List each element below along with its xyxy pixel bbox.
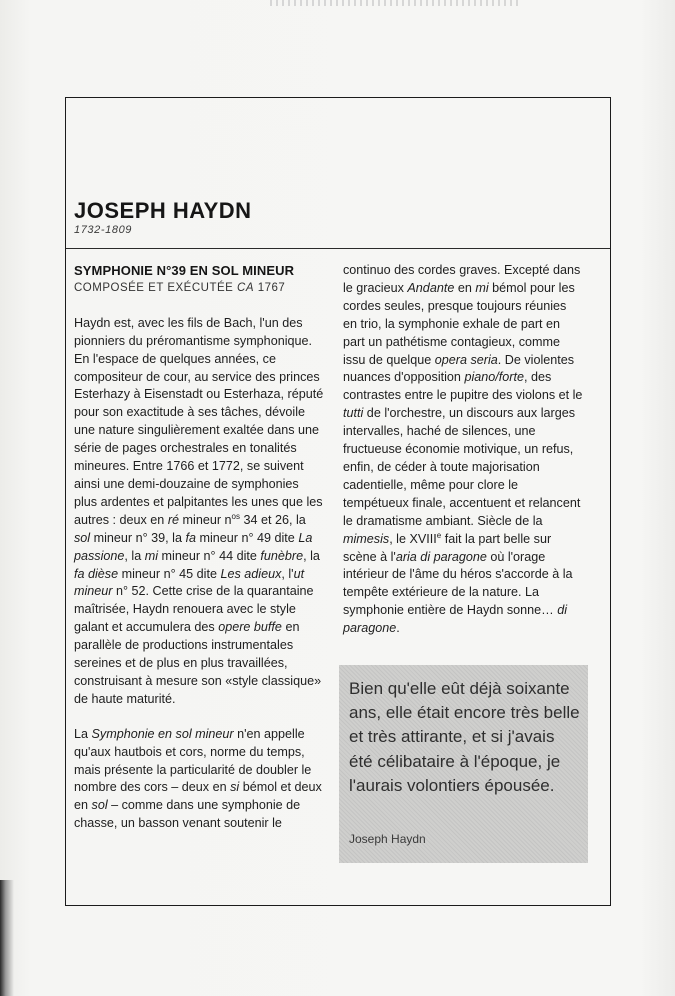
- para2-run: e: [436, 530, 442, 540]
- para1-run: Haydn est, avec les fils de Bach, l'un des pionniers du préromantisme symphonique. En l'espace de quelques années, ce compositeur de cour, au service des princes Esterhazy à Eisenstadt ou Esterhaza, réputé pour son exactitude à ses tâches, dévoile une nature singulièrement exaltée dans une série de pages orchestrales en tonalités mineures. Entre 1766 et 1772, se suivent ainsi une demi-douzaine de symphonies plus ardentes et palpitantes les unes que les autres : deux en: [74, 315, 324, 527]
- para1-run: , la: [303, 548, 320, 563]
- paragraph-symphony: [74, 726, 324, 833]
- para1-run: , l': [281, 566, 294, 581]
- symphony-title: SYMPHONIE N°39 EN SOL MINEUR: [74, 263, 295, 278]
- para2-run: – comme dans une symphonie de chasse, un basson venant soutenir le: [74, 798, 301, 831]
- para2-run: di paragone: [343, 603, 568, 636]
- para2-run: aria di paragone: [395, 549, 487, 564]
- para2-run: La: [74, 726, 92, 741]
- symphony-subtitle: [74, 280, 324, 298]
- scan-artifact: [270, 0, 520, 6]
- para2-run: . De violentes nuances d'opposition: [343, 352, 575, 385]
- para2-run: Symphonie en sol mineur: [91, 726, 234, 741]
- para2-run: continuo des cordes graves. Excepté dans le gracieux: [343, 263, 581, 295]
- para2-run: piano/forte: [464, 370, 524, 385]
- para1-run: fa: [185, 530, 196, 545]
- para1-run: mineur n° 39, la: [90, 530, 186, 545]
- para2-run: fait la part belle sur scène à l': [343, 531, 552, 564]
- para2-run: , le XVIII: [389, 531, 437, 546]
- para2-run: .: [396, 621, 400, 636]
- para2-run: bémol et deux en: [74, 780, 322, 813]
- para1-run: opere buffe: [218, 620, 282, 635]
- pull-quote-box: [339, 665, 588, 863]
- scan-edge-shadow: [0, 880, 14, 996]
- subtitle-prefix: COMPOSÉE ET EXÉCUTÉE: [74, 281, 238, 294]
- para1-run: 34 et 26, la: [239, 512, 306, 527]
- para1-run: mineur n° 45 dite: [118, 566, 221, 581]
- paragraph-intro: [74, 315, 324, 709]
- subtitle-year: 1767: [254, 281, 286, 294]
- para1-run: sol: [74, 530, 91, 545]
- para2-run: Andante: [407, 280, 455, 295]
- para2-run: bémol pour les cordes seules, presque toujours réunies en trio, la symphonie exhale de part en part un pathétisme contagieux, comme issu de quelque: [343, 280, 575, 367]
- para2-run: opera seria: [434, 352, 498, 367]
- para1-run: ré: [167, 512, 180, 527]
- paragraph-symphony-continued: [343, 262, 583, 638]
- article-left-column: [74, 262, 324, 833]
- header-divider: [66, 248, 610, 249]
- para1-run: La passione: [74, 530, 313, 563]
- composer-dates: 1732-1809: [74, 224, 133, 236]
- para2-run: en: [454, 280, 476, 295]
- para1-run: , la: [124, 548, 145, 563]
- para1-run: os: [231, 511, 240, 521]
- para2-run: , des contrastes entre le pupitre des violons et le: [343, 370, 583, 403]
- para1-run: mineur n: [179, 512, 232, 527]
- para1-run: funèbre: [260, 548, 304, 563]
- para1-run: fa dièse: [74, 566, 119, 581]
- pull-quote-author: Joseph Haydn: [349, 832, 426, 846]
- para1-run: mineur n° 44 dite: [158, 548, 261, 563]
- para2-run: tutti: [343, 406, 364, 421]
- para2-run: n'en appelle qu'aux hautbois et cors, norme du temps, mais présente la particularité de doubler le nombre des cors – deux en: [74, 726, 312, 795]
- para1-run: mi: [144, 548, 159, 563]
- pull-quote-text: Bien qu'elle eût déjà soixante ans, elle était encore très belle et très attirante, et si j'avais été célibataire à l'époque, je l'aurais volontiers épousée.: [349, 679, 580, 795]
- composer-name: JOSEPH HAYDN: [74, 198, 252, 223]
- article-right-column: [343, 262, 583, 638]
- para1-run: en parallèle de productions instrumentales sereines et de plus en plus travaillées, construisant à mesure son «style classique» de haute maturité.: [74, 620, 322, 706]
- para1-run: ut mineur: [74, 566, 305, 599]
- para1-run: Les adieux: [220, 566, 282, 581]
- subtitle-ca: CA: [237, 281, 254, 294]
- para2-run: sol: [91, 798, 108, 813]
- para1-run: mineur n° 49 dite: [195, 530, 299, 545]
- para2-run: de l'orchestre, un discours aux larges intervalles, haché de silences, une fructueuse économie motivique, un refus, enfin, de céder à toute majorisation cadentielle, même pour clore le tempétueux finale, accentuent et relancent le dramatisme ambiant. Siècle de la: [343, 406, 581, 528]
- para2-run: mi: [475, 280, 489, 295]
- para2-run: mimesis: [343, 531, 390, 546]
- para1-run: n° 52. Cette crise de la quarantaine maîtrisée, Haydn renouera avec le style galant et accumulera des: [74, 584, 314, 635]
- para2-run: si: [230, 780, 240, 795]
- para2-run: où l'orage intérieur de l'âme du héros s'accorde à la tempête extérieure de la nature. La symphonie entière de Haydn sonne…: [343, 549, 573, 618]
